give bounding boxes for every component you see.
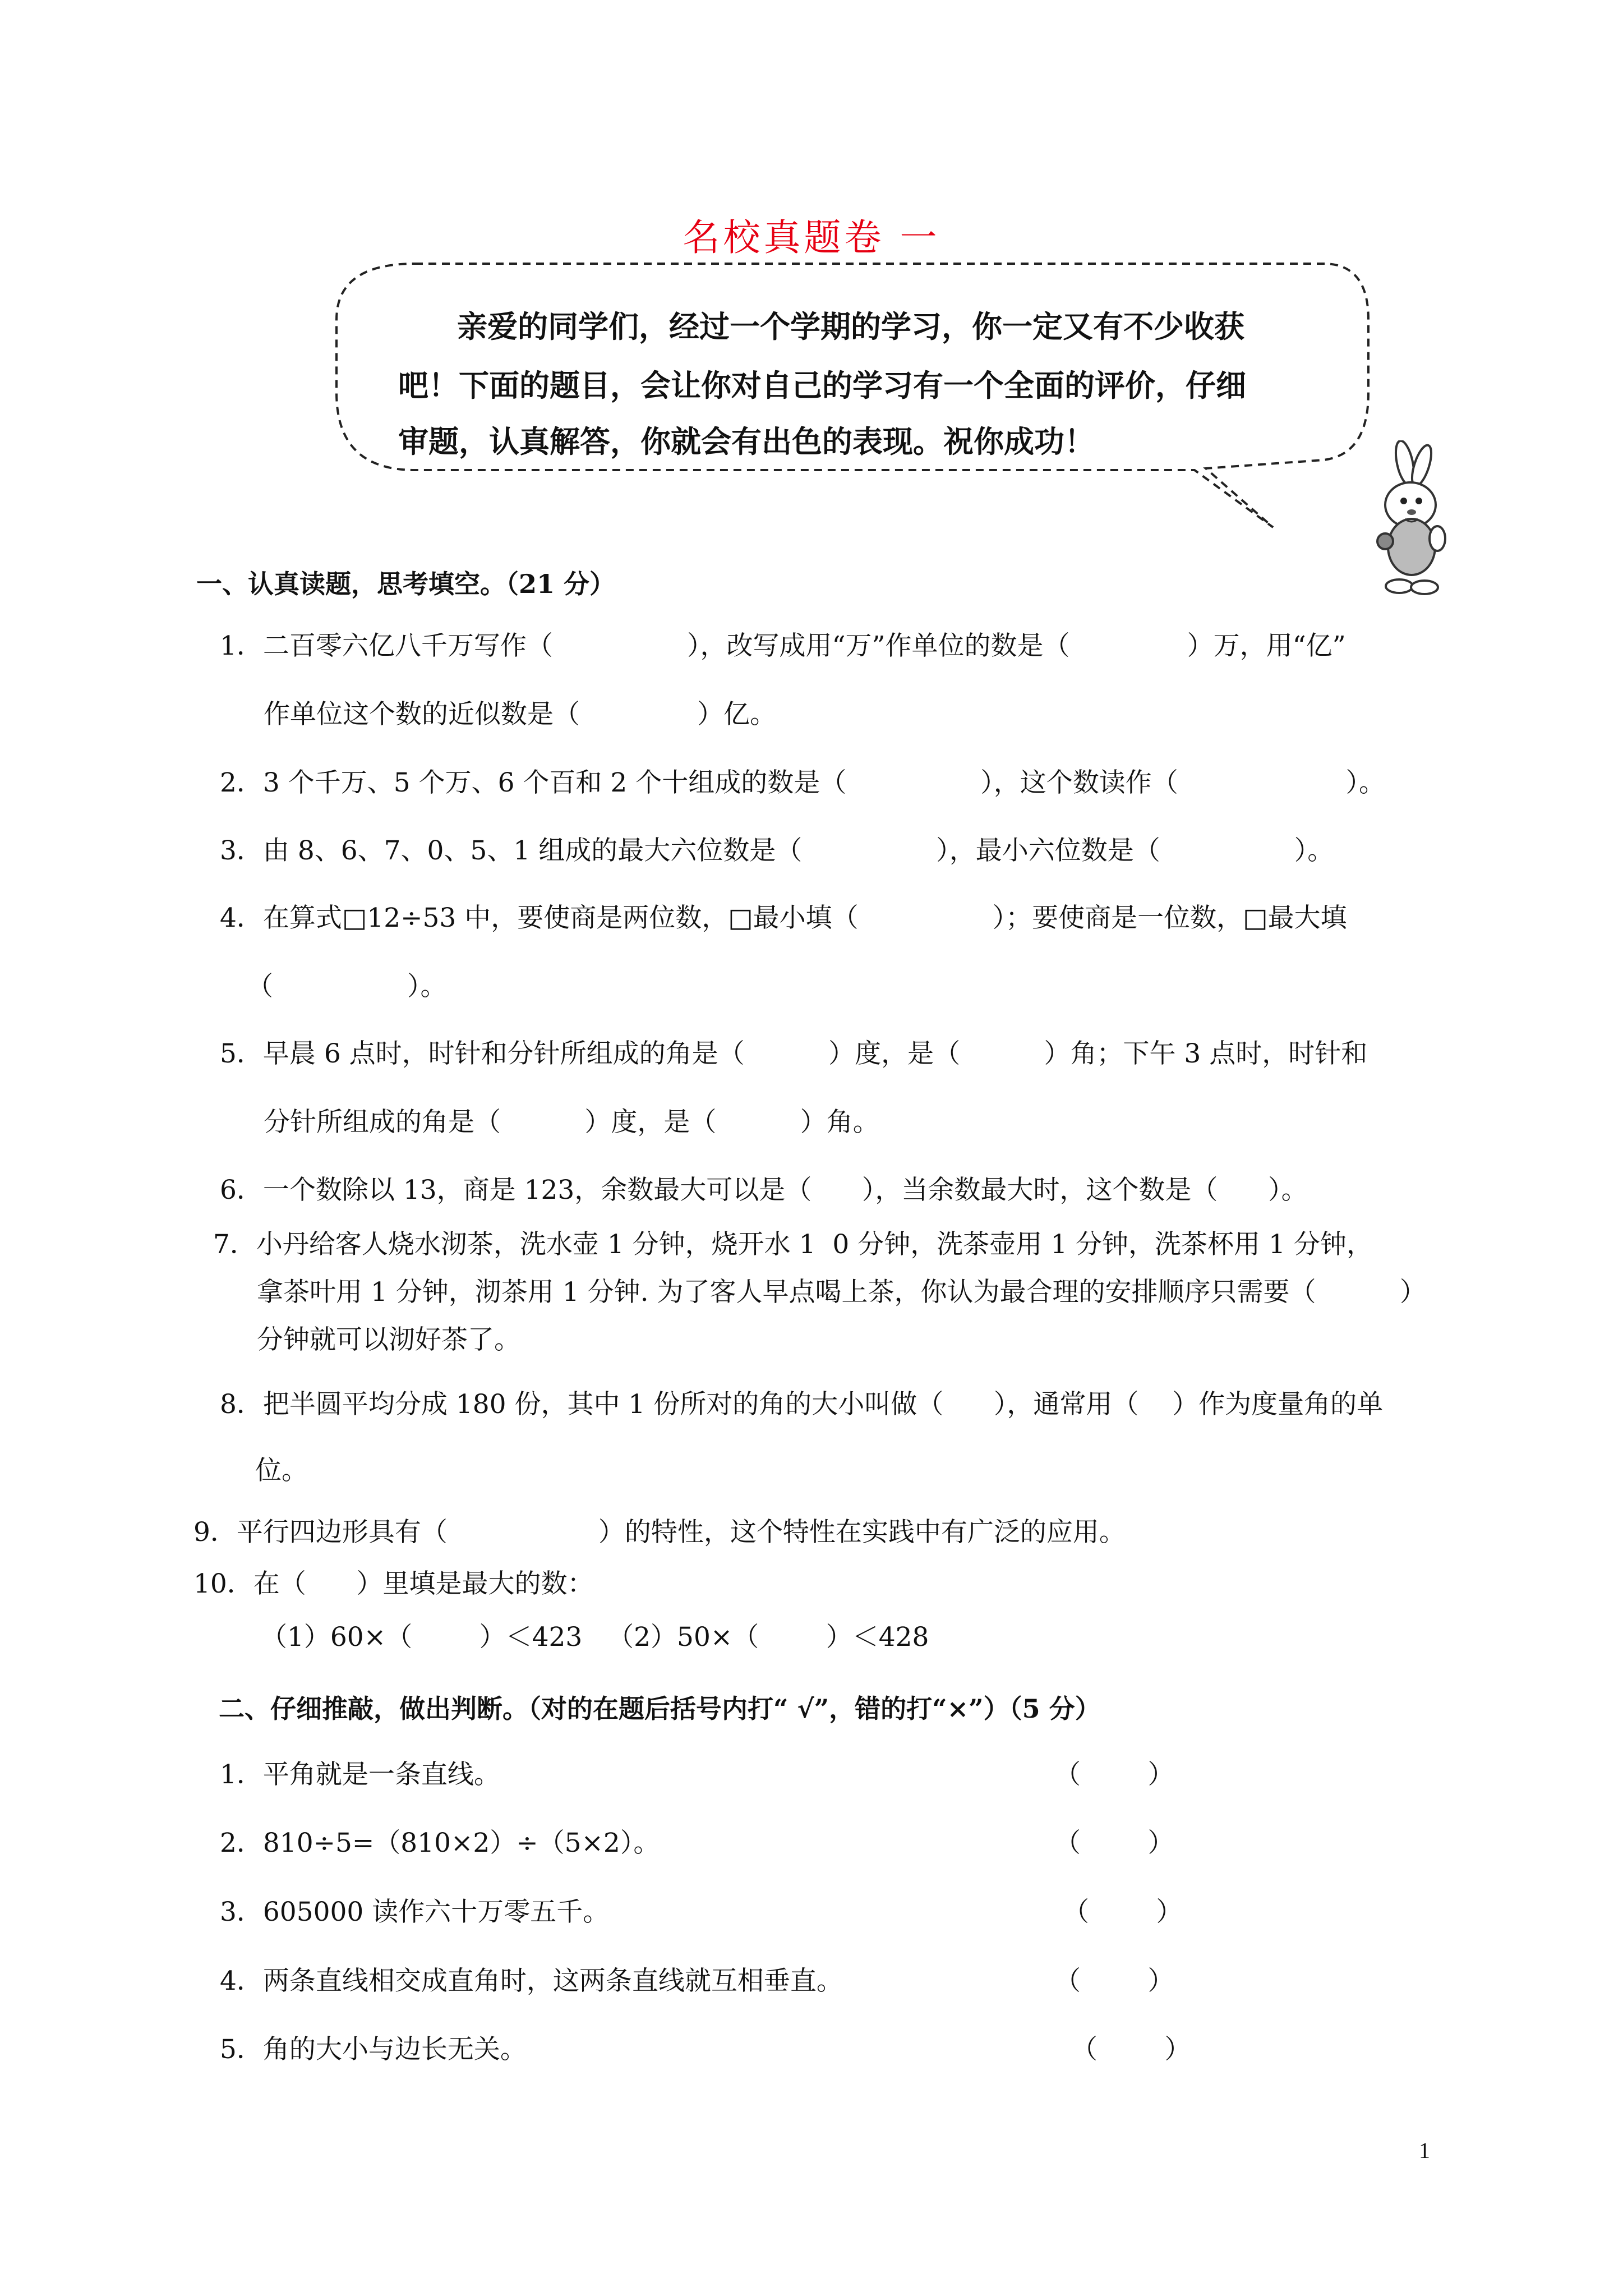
question-9: 9．平行四边形具有（ ）的特性，这个特性在实践中有广泛的应用。 (193, 1517, 1126, 1548)
question-1-line-1: 1．二百零六亿八千万写作（ ），改写成用“万”作单位的数是（ ）万，用“亿” (220, 631, 1346, 661)
intro-line-1: 亲爱的同学们，经过一个学期的学习，你一定又有不少收获 (457, 309, 1244, 344)
judge-item-5: 5．角的大小与边长无关。 (220, 2034, 527, 2065)
page-title: 名校真题卷 一 (683, 216, 940, 259)
question-8-line-1: 8．把半圆平均分成 180 份，其中 1 份所对的角的大小叫做（ ），通常用（ ）作为度量角的单 (220, 1389, 1384, 1420)
intro-line-3: 审题，认真解答，你就会有出色的表现。祝你成功！ (398, 424, 1095, 459)
question-10-subitems: （1）60×（ ）＜423 （2）50×（ ）＜428 (261, 1622, 929, 1653)
section-1-heading: 一、认真读题，思考填空。（21 分） (196, 569, 616, 599)
question-1-line-2: 作单位这个数的近似数是（ ）亿。 (264, 699, 777, 730)
judge-blank-2: （ ） (1054, 1828, 1174, 1858)
question-4-line-1: 4．在算式□12÷53 中，要使商是两位数，□最小填（ ）；要使商是一位数，□最大填 (220, 903, 1347, 933)
question-7-line-3: 分钟就可以沏好茶了。 (257, 1324, 520, 1355)
judge-blank-1: （ ） (1054, 1759, 1174, 1790)
judge-blank-4: （ ） (1054, 1966, 1174, 1996)
judge-item-1: 1．平角就是一条直线。 (220, 1759, 500, 1790)
cartoon-rabbit-icon (1366, 440, 1455, 603)
question-5-line-1: 5．早晨 6 点时，时针和分针所组成的角是（ ）度，是（ ）角；下午 3 点时，时针和 (220, 1038, 1368, 1069)
judge-item-2: 2．810÷5=（810×2）÷（5×2）。 (220, 1828, 660, 1858)
section-2-heading: 二、仔细推敲，做出判断。（对的在题后括号内打“ √”，错的打“×”）（5 分） (219, 1694, 1101, 1724)
question-5-line-2: 分针所组成的角是（ ）度，是（ ）角。 (264, 1107, 879, 1138)
question-3: 3．由 8、6、7、0、5、1 组成的最大六位数是（ ），最小六位数是（ ）。 (220, 835, 1334, 866)
judge-item-4: 4．两条直线相交成直角时，这两条直线就互相垂直。 (220, 1966, 843, 1996)
question-7-line-2: 拿茶叶用 1 分钟，沏茶用 1 分钟. 为了客人早点喝上茶，你认为最合理的安排顺序只需要（ ） (257, 1277, 1426, 1308)
judge-blank-5: （ ） (1071, 2034, 1191, 2065)
question-8-line-2: 位。 (255, 1455, 308, 1486)
question-2: 2．3 个千万、5 个万、6 个百和 2 个十组成的数是（ ），这个数读作（ ）。 (220, 767, 1386, 798)
page-number: 1 (1419, 2138, 1430, 2163)
intro-line-2: 吧！下面的题目，会让你对自己的学习有一个全面的评价，仔细 (398, 367, 1246, 403)
question-4-line-2: （ ）。 (247, 971, 447, 1002)
question-6: 6．一个数除以 13，商是 123，余数最大可以是（ ），当余数最大时，这个数是（ ）。 (220, 1175, 1308, 1205)
judge-item-3: 3．605000 读作六十万零五千。 (220, 1897, 610, 1927)
judge-blank-3: （ ） (1063, 1897, 1183, 1927)
question-10: 10．在（ ）里填是最大的数： (193, 1568, 594, 1599)
question-7-line-1: 7．小丹给客人烧水沏茶，洗水壶 1 分钟，烧开水 1 0 分钟，洗茶壶用 1 分钟，洗茶杯用 1 分钟， (213, 1229, 1373, 1260)
